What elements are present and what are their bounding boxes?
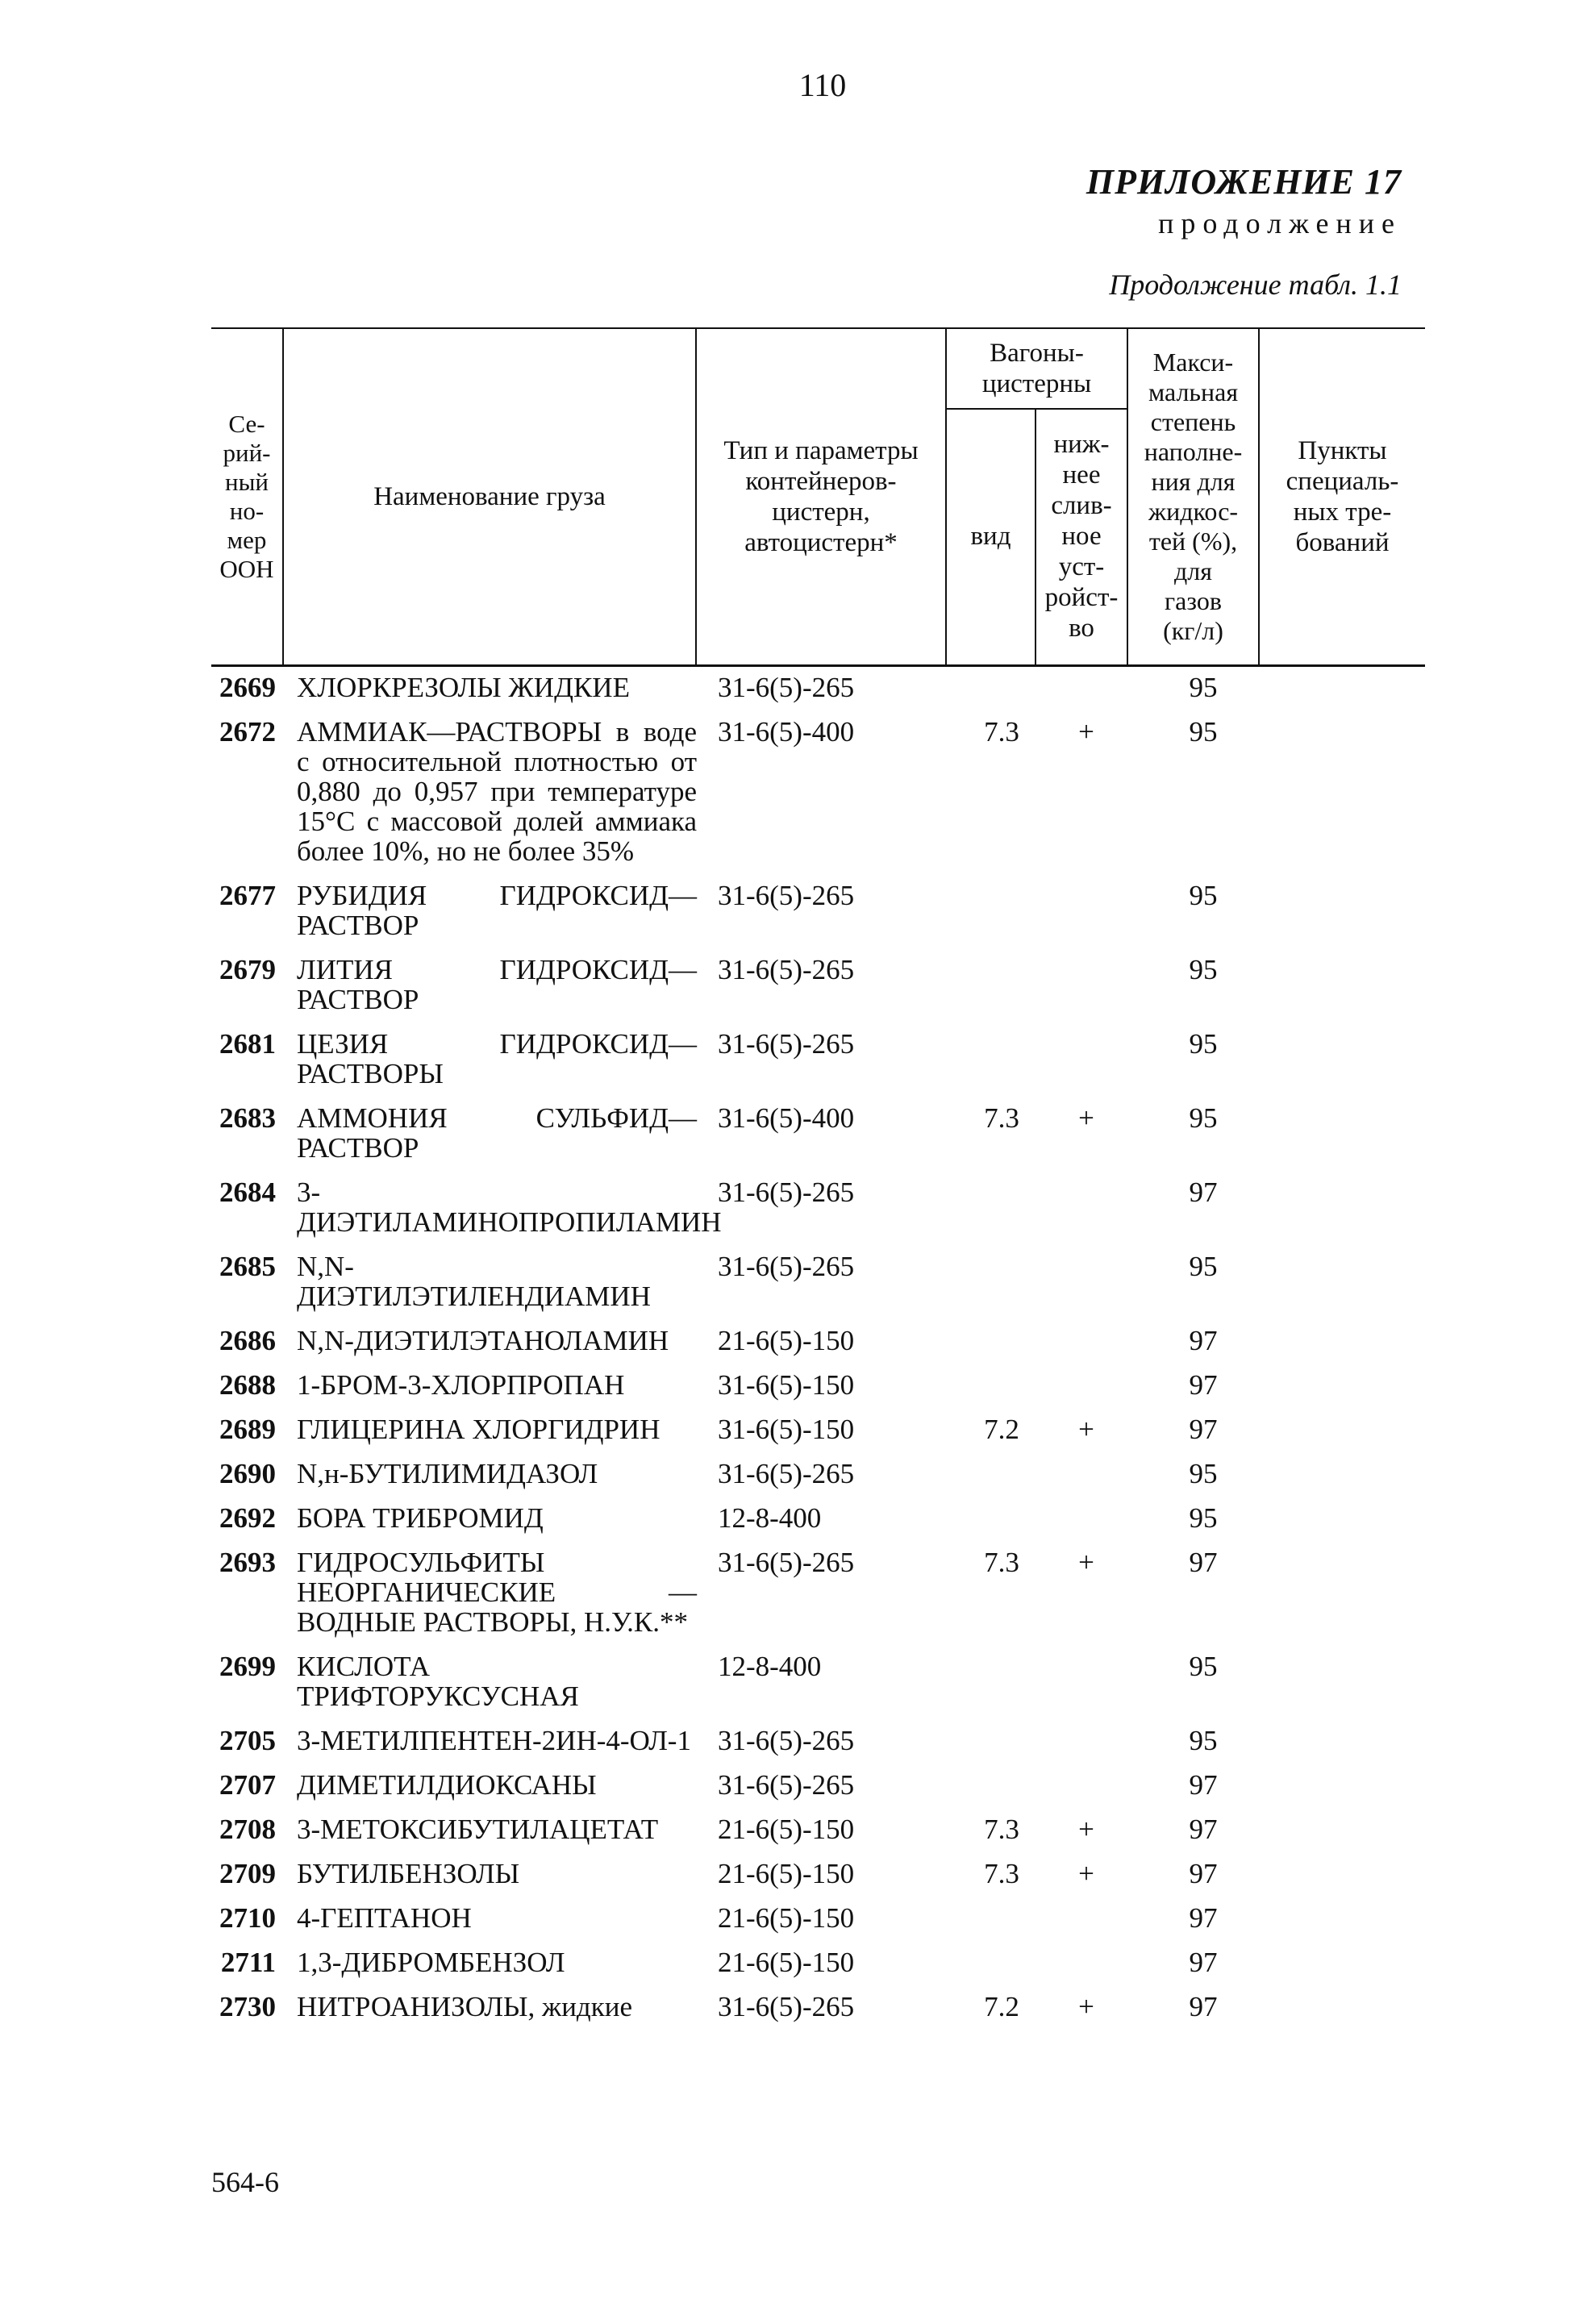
row-name: БУТИЛБЕНЗОЛЫ: [297, 1858, 520, 1889]
table-row: [211, 1992, 1421, 2022]
row-name: ХЛОРКРЕЗОЛЫ ЖИДКИЕ: [297, 672, 630, 703]
row-max-fill: 97: [1189, 1947, 1218, 1978]
row-max-fill: 97: [1189, 1769, 1218, 1801]
table-body: [211, 666, 1421, 2022]
header-wagons: Вагоны- цистерны: [981, 339, 1092, 398]
page-number: 110: [798, 67, 847, 103]
row-name: ГИДРОСУЛЬФИТЫ НЕОРГАНИЧЕСКИЕ — ВОДНЫЕ РАСТВОРЫ, Н.У.К.**: [297, 1547, 697, 1638]
row-number: 2688: [219, 1369, 276, 1401]
row-number: 2683: [219, 1102, 276, 1134]
table-row: [211, 1770, 1421, 1800]
table-row: [211, 1726, 1421, 1755]
row-max-fill: 95: [1189, 1651, 1218, 1682]
row-name: 1,3-ДИБРОМБЕНЗОЛ: [297, 1947, 565, 1978]
row-max-fill: 97: [1189, 1858, 1218, 1889]
row-number: 2699: [219, 1651, 276, 1682]
row-type: 21-6(5)-150: [718, 1902, 855, 1934]
row-max-fill: 97: [1189, 1414, 1218, 1445]
row-number: 2689: [219, 1414, 276, 1445]
table-row: [211, 1947, 1421, 1977]
row-drain: +: [1078, 1414, 1094, 1445]
row-name: 3-ДИЭТИЛАМИНОПРОПИЛАМИН: [297, 1177, 722, 1238]
row-number: 2707: [219, 1769, 276, 1801]
row-name: КИСЛОТА ТРИФТОРУКСУСНАЯ: [297, 1651, 579, 1712]
row-name: АММИАК—РАСТВОРЫ в воде с относительной плотностью от 0,880 до 0,957 при температуре 15°С с массовой долей аммиака более 10%, но не более 35%: [297, 716, 697, 867]
row-type: 31-6(5)-265: [718, 1991, 855, 2022]
table-row: [211, 717, 1421, 866]
header-serial: Се- рий- ный но- мер ООН: [219, 410, 274, 583]
row-number: 2708: [219, 1814, 276, 1845]
row-kind: 7.2: [984, 1991, 1019, 2022]
row-type: 31-6(5)-150: [718, 1369, 855, 1401]
row-type: 21-6(5)-150: [718, 1814, 855, 1845]
table-row: [211, 1503, 1421, 1533]
row-drain: +: [1078, 1991, 1094, 2022]
row-max-fill: 95: [1189, 1502, 1218, 1534]
row-type: 31-6(5)-265: [718, 954, 855, 985]
row-name: 4-ГЕПТАНОН: [297, 1902, 472, 1934]
row-max-fill: 97: [1189, 1177, 1218, 1208]
row-name: 3-МЕТОКСИБУТИЛАЦЕТАТ: [297, 1814, 659, 1845]
table-row: [211, 1547, 1421, 1637]
row-name: 3-МЕТИЛПЕНТЕН-2ИН-4-ОЛ-1: [297, 1725, 691, 1756]
row-max-fill: 97: [1189, 1325, 1218, 1356]
continued-label: продолжение: [1158, 207, 1402, 239]
row-number: 2730: [219, 1991, 276, 2022]
row-drain: +: [1078, 1102, 1094, 1134]
row-name: N,н-БУТИЛИМИДАЗОЛ: [297, 1458, 598, 1489]
row-max-fill: 95: [1189, 1251, 1218, 1282]
header-name: Наименование груза: [373, 482, 606, 511]
row-number: 2705: [219, 1725, 276, 1756]
row-drain: +: [1078, 1858, 1094, 1889]
row-number: 2709: [219, 1858, 276, 1889]
row-name: АММОНИЯ СУЛЬФИД—РАСТВОР: [297, 1102, 697, 1164]
row-name: N,N-ДИЭТИЛЭТАНОЛАМИН: [297, 1325, 669, 1356]
footer-code: 564-6: [211, 2166, 279, 2198]
row-name: ДИМЕТИЛДИОКСАНЫ: [297, 1769, 597, 1801]
row-max-fill: 95: [1189, 1725, 1218, 1756]
table-row: [211, 1903, 1421, 1933]
row-name: НИТРОАНИЗОЛЫ, жидкие: [297, 1991, 633, 2022]
row-max-fill: 97: [1189, 1991, 1218, 2022]
row-number: 2693: [219, 1547, 276, 1578]
table-continuation-label: Продолжение табл. 1.1: [1109, 269, 1402, 301]
row-type: 21-6(5)-150: [718, 1858, 855, 1889]
table-row: [211, 1651, 1421, 1711]
row-number: 2684: [219, 1177, 276, 1208]
row-kind: 7.3: [984, 1102, 1019, 1134]
row-name: РУБИДИЯ ГИДРОКСИД—РАСТВОР: [297, 880, 697, 941]
table-row: [211, 1029, 1421, 1089]
header-type: Тип и параметры контейнеров- цистерн, автоцистерн*: [723, 436, 919, 557]
row-drain: +: [1078, 1547, 1094, 1578]
row-type: 31-6(5)-265: [718, 672, 855, 703]
row-number: 2686: [219, 1325, 276, 1356]
table-row: [211, 1370, 1421, 1400]
row-type: 31-6(5)-265: [718, 1547, 855, 1578]
row-drain: +: [1078, 1814, 1094, 1845]
row-number: 2681: [219, 1028, 276, 1060]
row-max-fill: 97: [1189, 1547, 1218, 1578]
table-row: [211, 673, 1421, 702]
row-kind: 7.3: [984, 716, 1019, 748]
row-kind: 7.3: [984, 1858, 1019, 1889]
table-row: [211, 1103, 1421, 1163]
row-name: ГЛИЦЕРИНА ХЛОРГИДРИН: [297, 1414, 660, 1445]
row-number: 2679: [219, 954, 276, 985]
row-type: 21-6(5)-150: [718, 1325, 855, 1356]
table-row: [211, 1814, 1421, 1844]
row-number: 2685: [219, 1251, 276, 1282]
table-row: [211, 1859, 1421, 1889]
row-max-fill: 95: [1189, 716, 1218, 748]
table-row: [211, 1326, 1421, 1356]
row-max-fill: 95: [1189, 880, 1218, 911]
row-number: 2711: [220, 1947, 276, 1978]
row-max-fill: 97: [1189, 1902, 1218, 1934]
row-max-fill: 97: [1189, 1369, 1218, 1401]
row-number: 2690: [219, 1458, 276, 1489]
header-special: Пункты специаль- ных тре- бований: [1286, 436, 1399, 557]
row-number: 2692: [219, 1502, 276, 1534]
appendix-title: ПРИЛОЖЕНИЕ 17: [1086, 162, 1402, 202]
row-type: 12-8-400: [718, 1651, 822, 1682]
row-name: БОРА ТРИБРОМИД: [297, 1502, 544, 1534]
table-row: [211, 881, 1421, 940]
row-type: 31-6(5)-265: [718, 1251, 855, 1282]
row-type: 31-6(5)-400: [718, 716, 855, 748]
row-type: 31-6(5)-265: [718, 1458, 855, 1489]
row-type: 31-6(5)-150: [718, 1414, 855, 1445]
row-number: 2710: [219, 1902, 276, 1934]
row-max-fill: 97: [1189, 1814, 1218, 1845]
row-type: 31-6(5)-265: [718, 880, 855, 911]
row-name: 1-БРОМ-3-ХЛОРПРОПАН: [297, 1369, 625, 1401]
row-name: ЦЕЗИЯ ГИДРОКСИД—РАСТВОРЫ: [297, 1028, 697, 1089]
row-name: ЛИТИЯ ГИДРОКСИД—РАСТВОР: [297, 954, 697, 1015]
row-number: 2672: [219, 716, 276, 748]
row-type: 31-6(5)-265: [718, 1769, 855, 1801]
row-type: 12-8-400: [718, 1502, 822, 1534]
row-number: 2677: [219, 880, 276, 911]
row-type: 31-6(5)-265: [718, 1725, 855, 1756]
row-max-fill: 95: [1189, 1102, 1218, 1134]
row-type: 21-6(5)-150: [718, 1947, 855, 1978]
header-kind: вид: [970, 522, 1011, 551]
row-max-fill: 95: [1189, 672, 1218, 703]
table-row: [211, 955, 1421, 1014]
table-row: [211, 1252, 1421, 1311]
header-max-fill: Макси- мальная степень наполне- ния для жидкос- тей (%), для газов (кг/л): [1144, 348, 1243, 645]
table-row: [211, 1459, 1421, 1489]
row-kind: 7.2: [984, 1414, 1019, 1445]
row-kind: 7.3: [984, 1814, 1019, 1845]
header-bottom-drain: ниж- нее слив- ное уст- ройст- во: [1044, 430, 1119, 643]
header-top-rule: [211, 327, 1425, 329]
table-row: [211, 1177, 1421, 1237]
row-kind: 7.3: [984, 1547, 1019, 1578]
row-max-fill: 95: [1189, 1458, 1218, 1489]
table-row: [211, 1414, 1421, 1444]
row-drain: +: [1078, 716, 1094, 748]
row-type: 31-6(5)-400: [718, 1102, 855, 1134]
row-type: 31-6(5)-265: [718, 1177, 855, 1208]
row-number: 2669: [219, 672, 276, 703]
row-type: 31-6(5)-265: [718, 1028, 855, 1060]
row-max-fill: 95: [1189, 1028, 1218, 1060]
row-name: N,N-ДИЭТИЛЭТИЛЕНДИАМИН: [297, 1251, 651, 1312]
row-max-fill: 95: [1189, 954, 1218, 985]
